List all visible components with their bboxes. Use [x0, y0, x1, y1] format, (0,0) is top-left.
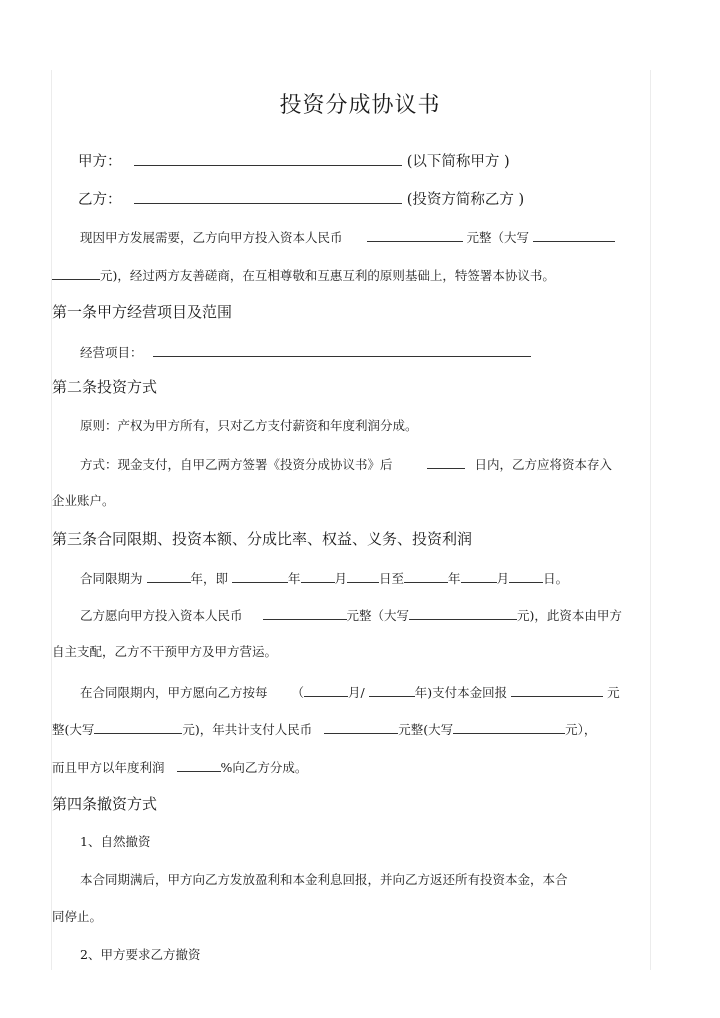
article-3-pay-line-1 [80, 683, 620, 701]
pay-month-blank[interactable] [304, 683, 348, 697]
article-3-invest-line-2: 自主支配，乙方不干预甲方及甲方营运。 [52, 644, 278, 659]
pay-text-j: 而且甲方以年度利润 [52, 760, 165, 775]
pay-text-h: 元整(大写 [398, 722, 454, 737]
pay-text-g: 元)，年共计支付人民币 [182, 722, 313, 737]
pay-text-i: 元）， [565, 722, 597, 737]
article-3-pay-line-3 [52, 758, 307, 776]
page-edge-left [51, 70, 52, 970]
intro-capital-words-blank[interactable] [533, 228, 615, 242]
article-4-item-1-text-a: 本合同期满后，甲方向乙方发放盈利和本金利息回报，并向乙方返还所有投资本金，本合 [80, 872, 568, 887]
invest-text-b: 元整（大写 [346, 608, 410, 623]
party-a-note: (以下简称甲方 ) [406, 154, 510, 170]
article-3-pay-line-2 [52, 720, 596, 738]
invest-amount-blank[interactable] [263, 606, 347, 620]
method-days-blank[interactable] [427, 455, 465, 469]
invest-text-c: 元)，此资本由甲方 [517, 608, 622, 623]
intro-line-2 [52, 266, 555, 284]
party-b-label: 乙方： [78, 192, 122, 208]
intro-text-c: 元)，经过两方友善磋商，在互相尊敬和互惠互利的原则基础上，特签署本协议书。 [100, 268, 555, 283]
profit-percent-blank[interactable] [177, 758, 221, 772]
term-text-b: 年，即 [190, 571, 229, 586]
intro-text-b: 元整（大写 [466, 230, 529, 245]
party-a-row [78, 152, 510, 170]
term-start-year-blank[interactable] [232, 569, 288, 583]
article-2-heading: 第二条投资方式 [52, 378, 158, 396]
page-edge-right [650, 70, 651, 970]
term-text-h: 日。 [543, 571, 569, 586]
term-start-month-blank[interactable] [301, 569, 335, 583]
intro-line-1 [80, 228, 615, 246]
intro-amount-blank[interactable] [367, 228, 463, 242]
article-4-heading: 第四条撤资方式 [52, 795, 158, 813]
term-text-f: 年 [448, 571, 461, 586]
term-text-c: 年 [288, 571, 301, 586]
term-text-d: 月 [334, 571, 348, 586]
party-a-label: 甲方： [78, 154, 122, 170]
article-4-item-1-text-b: 同停止。 [52, 909, 103, 924]
article-4-item-1: 1、自然撤资 [80, 834, 151, 849]
article-2-method-line-2: 企业账户。 [52, 493, 115, 508]
party-a-blank[interactable] [134, 152, 402, 166]
invest-words-blank[interactable] [409, 606, 517, 620]
pay-text-e: 元 [607, 685, 620, 700]
pay-words-blank[interactable] [94, 720, 182, 734]
term-start-day-blank[interactable] [347, 569, 379, 583]
business-item-blank[interactable] [153, 343, 531, 357]
pay-return-blank[interactable] [511, 683, 603, 697]
invest-text-a: 乙方愿向甲方投入资本人民币 [80, 608, 243, 623]
article-1-heading: 第一条甲方经营项目及范围 [52, 303, 233, 321]
pay-text-k: %向乙方分成。 [220, 760, 308, 775]
article-3-invest-line-1 [80, 606, 622, 624]
pay-year-blank[interactable] [369, 683, 415, 697]
intro-text-a: 现因甲方发展需要，乙方向甲方投入资本人民币 [80, 230, 343, 245]
pay-text-b: （ [291, 685, 305, 700]
article-1-field-row [80, 343, 531, 361]
article-3-term-line [80, 569, 568, 587]
party-b-blank[interactable] [134, 190, 402, 204]
article-3-heading: 第三条合同限期、投资本额、分成比率、权益、义务、投资利润 [52, 530, 473, 548]
article-2-method-line-1 [80, 455, 612, 473]
pay-text-d: 年)支付本金回报 [414, 685, 508, 700]
business-item-label: 经营项目： [80, 345, 143, 360]
document-title: 投资分成协议书 [279, 93, 441, 118]
article-2-principle: 原则：产权为甲方所有，只对乙方支付薪资和年度利润分成。 [80, 418, 418, 433]
term-text-g: 月 [496, 571, 510, 586]
term-text-a: 合同限期为 [80, 571, 143, 586]
term-end-day-blank[interactable] [509, 569, 543, 583]
pay-total-blank[interactable] [324, 720, 398, 734]
intro-words-blank-2[interactable] [52, 266, 100, 280]
pay-text-f: 整(大写 [52, 722, 95, 737]
pay-text-c: 月/ [348, 685, 365, 700]
pay-text-a: 在合同限期内，甲方愿向乙方按每 [80, 685, 268, 700]
term-end-year-blank[interactable] [404, 569, 448, 583]
party-b-note: (投资方简称乙方 ) [406, 192, 525, 208]
pay-total-words-blank[interactable] [453, 720, 565, 734]
method-text-b: 日内，乙方应将资本存入 [474, 457, 612, 472]
term-text-e: 日至 [379, 571, 405, 586]
term-years-blank[interactable] [147, 569, 191, 583]
article-4-item-2: 2、甲方要求乙方撤资 [80, 947, 201, 962]
method-text-a: 方式：现金支付，自甲乙两方签署《投资分成协议书》后 [80, 457, 393, 472]
term-end-month-blank[interactable] [461, 569, 497, 583]
party-b-row [78, 190, 524, 208]
